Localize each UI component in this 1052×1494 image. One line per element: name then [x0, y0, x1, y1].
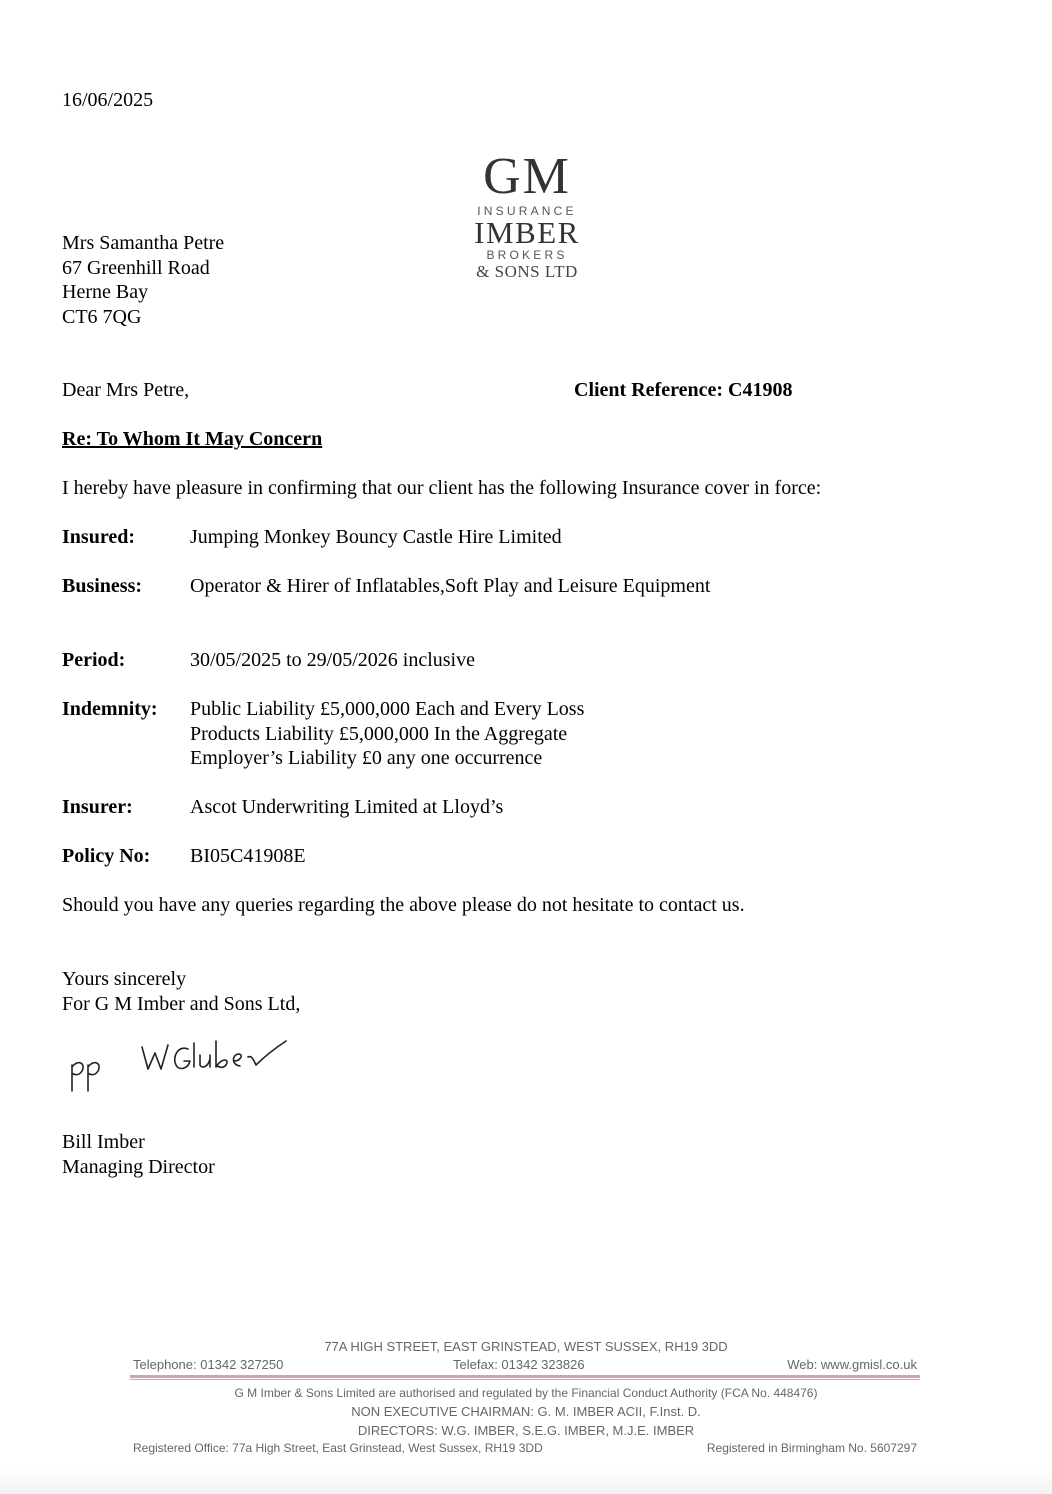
closing-note: Should you have any queries regarding the above please do not hesitate to contact us. [62, 894, 745, 916]
indemnity-line: Products Liability £5,000,000 In the Aggregate [190, 722, 568, 745]
signatory-block [62, 1130, 215, 1179]
logo-imber-text: IMBER [474, 215, 580, 250]
footer-web: Web: www.gmisl.co.uk [787, 1357, 917, 1372]
logo-brokers-text: BROKERS [486, 248, 568, 262]
recipient-address [62, 231, 224, 329]
footer-telefax: Telefax: 01342 323826 [453, 1357, 585, 1372]
insurer-value: Ascot Underwriting Limited at Lloyd’s [190, 796, 504, 818]
business-label: Business: [62, 575, 143, 597]
logo-insurance-text: INSURANCE [477, 204, 577, 218]
intro-paragraph: I hereby have pleasure in confirming that our client has the following Insurance cover in force: [62, 477, 822, 499]
subject-heading: Re: To Whom It May Concern [62, 428, 323, 450]
insured-label: Insured: [62, 526, 135, 548]
signatory-title: Managing Director [62, 1155, 215, 1178]
salutation: Dear Mrs Petre, [62, 379, 190, 401]
client-reference: Client Reference: C41908 [574, 379, 793, 401]
footer-address: 77A HIGH STREET, EAST GRINSTEAD, WEST SUSSEX, RH19 3DD [324, 1339, 728, 1354]
letter-date: 16/06/2025 [62, 89, 154, 111]
footer-telephone: Telephone: 01342 327250 [133, 1357, 284, 1372]
policy-value: BI05C41908E [190, 845, 306, 867]
indemnity-label: Indemnity: [62, 698, 158, 720]
period-value: 30/05/2025 to 29/05/2026 inclusive [190, 649, 475, 671]
recipient-town: Herne Bay [62, 281, 149, 303]
recipient-street: 67 Greenhill Road [62, 256, 210, 279]
recipient-postcode: CT6 7QG [62, 305, 142, 328]
business-value: Operator & Hirer of Inflatables,Soft Play and Leisure Equipment [190, 575, 711, 597]
signoff-block [62, 967, 300, 1016]
footer-directors: DIRECTORS: W.G. IMBER, S.E.G. IMBER, M.J.E. IMBER [357, 1423, 695, 1438]
page-bottom-shade [0, 1470, 1052, 1494]
signoff-company: For G M Imber and Sons Ltd, [62, 992, 301, 1015]
indemnity-line: Employer’s Liability £0 any one occurrence [190, 747, 543, 769]
footer-chairman: NON EXECUTIVE CHAIRMAN: G. M. IMBER ACII, F.Inst. D. [351, 1404, 701, 1419]
period-label: Period: [62, 649, 126, 671]
recipient-name: Mrs Samantha Petre [62, 232, 225, 254]
indemnity-line: Public Liability £5,000,000 Each and Every Loss [190, 698, 585, 720]
footer-divider-thin [130, 1379, 920, 1380]
footer-registered-number: Registered in Birmingham No. 5607297 [706, 1441, 917, 1455]
indemnity-values [190, 697, 584, 771]
policy-label: Policy No: [62, 845, 151, 867]
signoff-line: Yours sincerely [62, 968, 187, 990]
handwritten-signature [60, 1035, 300, 1100]
footer-divider [130, 1375, 920, 1378]
logo-sons-text: & SONS LTD [476, 262, 578, 281]
footer-regulation: G M Imber & Sons Limited are authorised and regulated by the Financial Conduct Authority (FCA No. 448476) [234, 1386, 818, 1400]
company-logo [462, 150, 592, 282]
signatory-name: Bill Imber [62, 1131, 145, 1153]
footer-registered-office: Registered Office: 77a High Street, East Grinstead, West Sussex, RH19 3DD [133, 1441, 543, 1455]
insurer-label: Insurer: [62, 796, 133, 818]
logo-gm-text: GM [483, 148, 571, 205]
insured-value: Jumping Monkey Bouncy Castle Hire Limited [190, 526, 562, 548]
